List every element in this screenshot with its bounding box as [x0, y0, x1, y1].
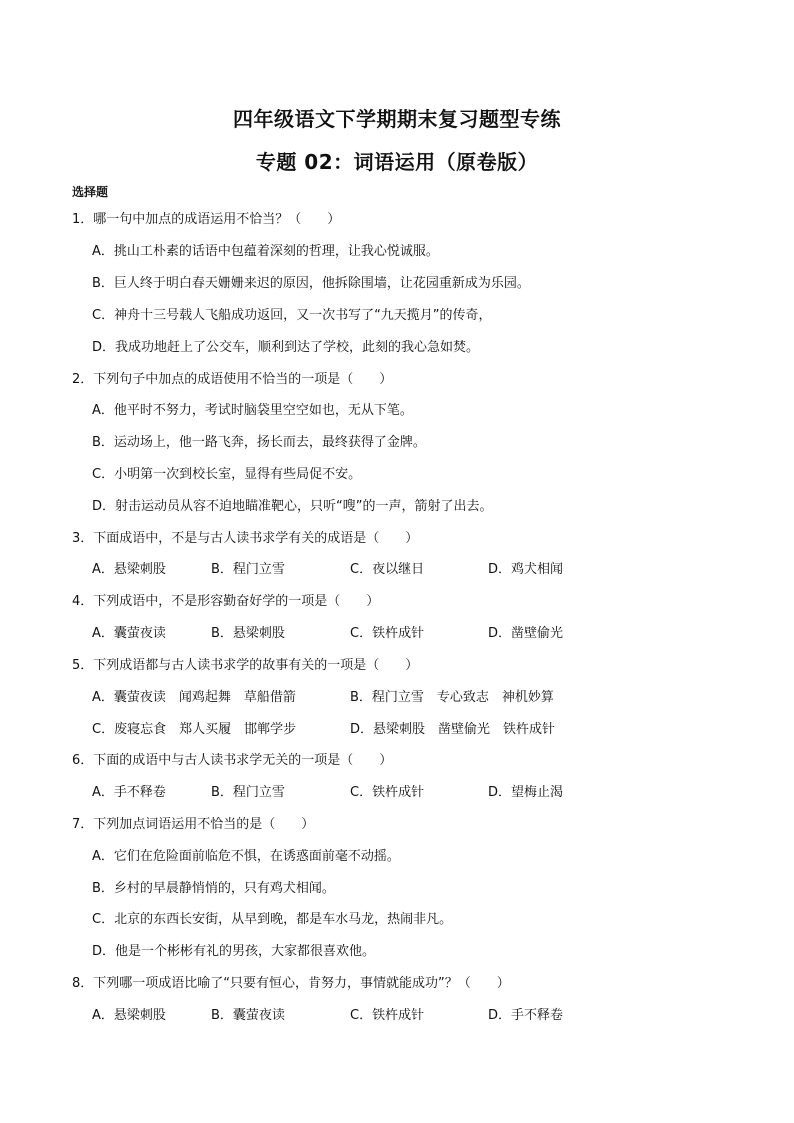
question-3-option-b: B．程门立雪: [211, 562, 285, 577]
document-title: 四年级语文下学期期末复习题型专练: [233, 107, 561, 131]
question-4-stem: 4．下列成语中，不是形容勤奋好学的一项是（ ）: [72, 594, 380, 609]
question-1-option-a: A．挑山工朴素的话语中包蕴着深刻的哲理，让我心悦诚服。: [92, 244, 439, 259]
question-3-option-a: A．悬梁刺股: [92, 562, 166, 577]
question-5-option-a: A．囊萤夜读 闻鸡起舞 草船借箭: [92, 690, 296, 705]
question-1-option-b: B．巨人终于明白春天姗姗来迟的原因，他拆除围墙，让花园重新成为乐园。: [92, 276, 530, 291]
question-5-stem: 5．下列成语都与古人读书求学的故事有关的一项是（ ）: [72, 658, 419, 673]
question-5-option-c: C．废寝忘食 郑人买履 邯郸学步: [92, 722, 297, 737]
question-1-option-c: C．神舟十三号载人飞船成功返回，又一次书写了“九天揽月”的传奇，: [92, 308, 492, 323]
question-6-option-a: A．手不释卷: [92, 785, 166, 800]
question-6-option-d: D．望梅止渴: [488, 785, 564, 800]
question-7-option-a: A．它们在危险面前临危不惧，在诱惑面前毫不动摇。: [92, 849, 400, 864]
question-4-option-a: A．囊萤夜读: [92, 626, 166, 641]
question-1-option-d: D．我成功地赶上了公交车，顺利到达了学校，此刻的我心急如焚。: [92, 340, 480, 355]
question-2-option-a: A．他平时不努力，考试时脑袋里空空如也，无从下笔。: [92, 403, 413, 418]
question-4-option-d: D．凿壁偷光: [488, 626, 564, 641]
question-8-option-a: A．悬梁刺股: [92, 1008, 166, 1023]
question-6-stem: 6．下面的成语中与古人读书求学无关的一项是（ ）: [72, 753, 393, 768]
question-5-option-d: D．悬梁刺股 凿壁偷光 铁杵成针: [350, 722, 556, 737]
question-1-stem: 1．哪一句中加点的成语运用不恰当？（ ）: [72, 212, 341, 227]
question-7-option-d: D．他是一个彬彬有礼的男孩，大家都很喜欢他。: [92, 944, 376, 959]
question-5-option-b: B．程门立雪 专心致志 神机妙算: [350, 690, 554, 705]
document-subtitle: 专题 02：词语运用（原卷版）: [255, 150, 539, 174]
question-6-option-b: B．程门立雪: [211, 785, 285, 800]
question-3-option-c: C．夜以继日: [350, 562, 425, 577]
question-2-option-c: C．小明第一次到校长室，显得有些局促不安。: [92, 467, 362, 482]
question-7-stem: 7．下列加点词语运用不恰当的是（ ）: [72, 817, 315, 832]
question-2-option-b: B．运动场上，他一路飞奔，扬长而去，最终获得了金牌。: [92, 435, 426, 450]
question-4-option-c: C．铁杵成针: [350, 626, 425, 641]
section-label: 选择题: [72, 185, 109, 199]
question-2-option-d: D．射击运动员从容不迫地瞄准靶心，只听“嗖”的一声，箭射了出去。: [92, 499, 493, 514]
question-3-option-d: D．鸡犬相闻: [488, 562, 564, 577]
question-8-stem: 8．下列哪一项成语比喻了“只要有恒心，肯努力，事情就能成功”？（ ）: [72, 976, 510, 991]
question-8-option-d: D．手不释卷: [488, 1008, 564, 1023]
question-3-stem: 3．下面成语中，不是与古人读书求学有关的成语是（ ）: [72, 531, 419, 546]
question-4-option-b: B．悬梁刺股: [211, 626, 285, 641]
question-6-option-c: C．铁杵成针: [350, 785, 425, 800]
question-7-option-b: B．乡村的早晨静悄悄的，只有鸡犬相闻。: [92, 881, 335, 896]
question-2-stem: 2．下列句子中加点的成语使用不恰当的一项是（ ）: [72, 372, 393, 387]
question-8-option-c: C．铁杵成针: [350, 1008, 425, 1023]
question-8-option-b: B．囊萤夜读: [211, 1008, 285, 1023]
question-7-option-c: C．北京的东西长安街，从早到晚，都是车水马龙，热闹非凡。: [92, 912, 453, 927]
